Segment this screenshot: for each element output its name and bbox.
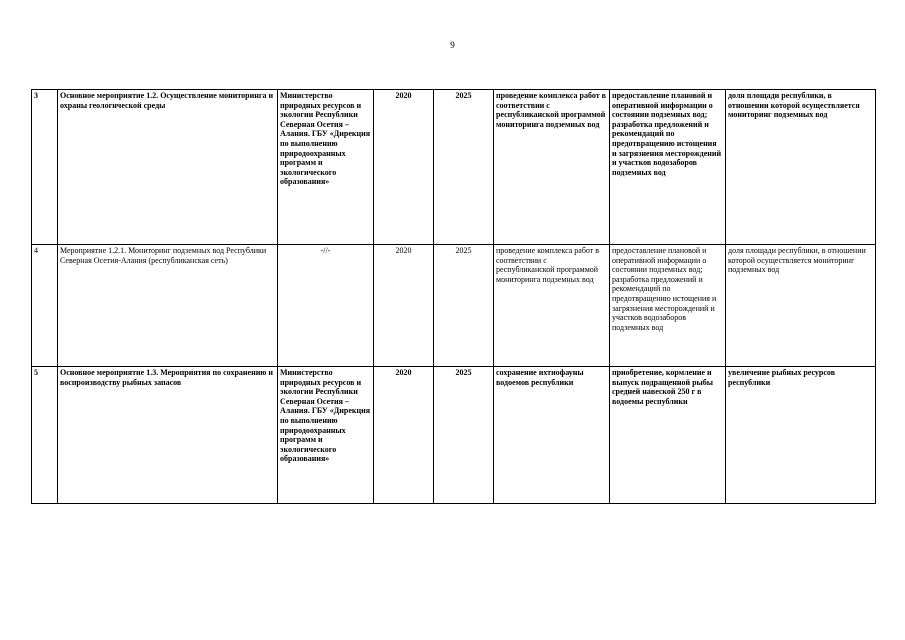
indicator: доля площади республики, в отношении которой осуществляется мониторинг подземных вод (726, 245, 876, 367)
row-number: 3 (32, 90, 58, 245)
end-year: 2025 (434, 245, 494, 367)
activity-name: Мероприятие 1.2.1. Мониторинг подземных вод Республики Северная Осетия-Алания (республиканская сеть) (58, 245, 278, 367)
expected-result: предоставление плановой и оперативной информации о состоянии подземных вод; разработка предложений и рекомендаций по предотвращению истощения и загрязнения месторождений и участков водозаборов подземных вод (610, 90, 726, 245)
end-year: 2025 (434, 367, 494, 504)
row-number: 4 (32, 245, 58, 367)
page-number: 9 (450, 40, 455, 50)
indicator: доля площади республики, в отношении которой осуществляется мониторинг подземных вод (726, 90, 876, 245)
table-row (32, 245, 876, 367)
activity-name: Основное мероприятие 1.2. Осуществление мониторинга и охраны геологической среды (58, 90, 278, 245)
activity-content: сохранение ихтиофауны водоемов республики (494, 367, 610, 504)
expected-result: приобретение, кормление и выпуск подращенной рыбы средней навеской 250 г в водоемы республики (610, 367, 726, 504)
activity-content: проведение комплекса работ в соответствии с республиканской программой мониторинга подземных вод (494, 245, 610, 367)
executor: Министерство природных ресурсов и экологии Республики Северная Осетия – Алания. ГБУ «Дирекция по выполнению природоохранных программ и экологического образования» (278, 367, 374, 504)
start-year: 2020 (374, 245, 434, 367)
table-row (32, 90, 876, 245)
start-year: 2020 (374, 367, 434, 504)
expected-result: предоставление плановой и оперативной информации о состоянии подземных вод; разработка предложений и рекомендаций по предотвращению истощения и загрязнения месторождений и участков водозаборов подземных вод (610, 245, 726, 367)
end-year: 2025 (434, 90, 494, 245)
activity-content: проведение комплекса работ в соответствии с республиканской программой мониторинга подземных вод (494, 90, 610, 245)
executor: Министерство природных ресурсов и экологии Республики Северная Осетия – Алания. ГБУ «Дирекция по выполнению природоохранных программ и экологического образования» (278, 90, 374, 245)
executor: -//- (278, 245, 374, 367)
table-row (32, 367, 876, 504)
indicator: увеличение рыбных ресурсов республики (726, 367, 876, 504)
activity-name: Основное мероприятие 1.3. Мероприятия по сохранению и воспроизводству рыбных запасов (58, 367, 278, 504)
activities-table (31, 89, 876, 504)
row-number: 5 (32, 367, 58, 504)
start-year: 2020 (374, 90, 434, 245)
